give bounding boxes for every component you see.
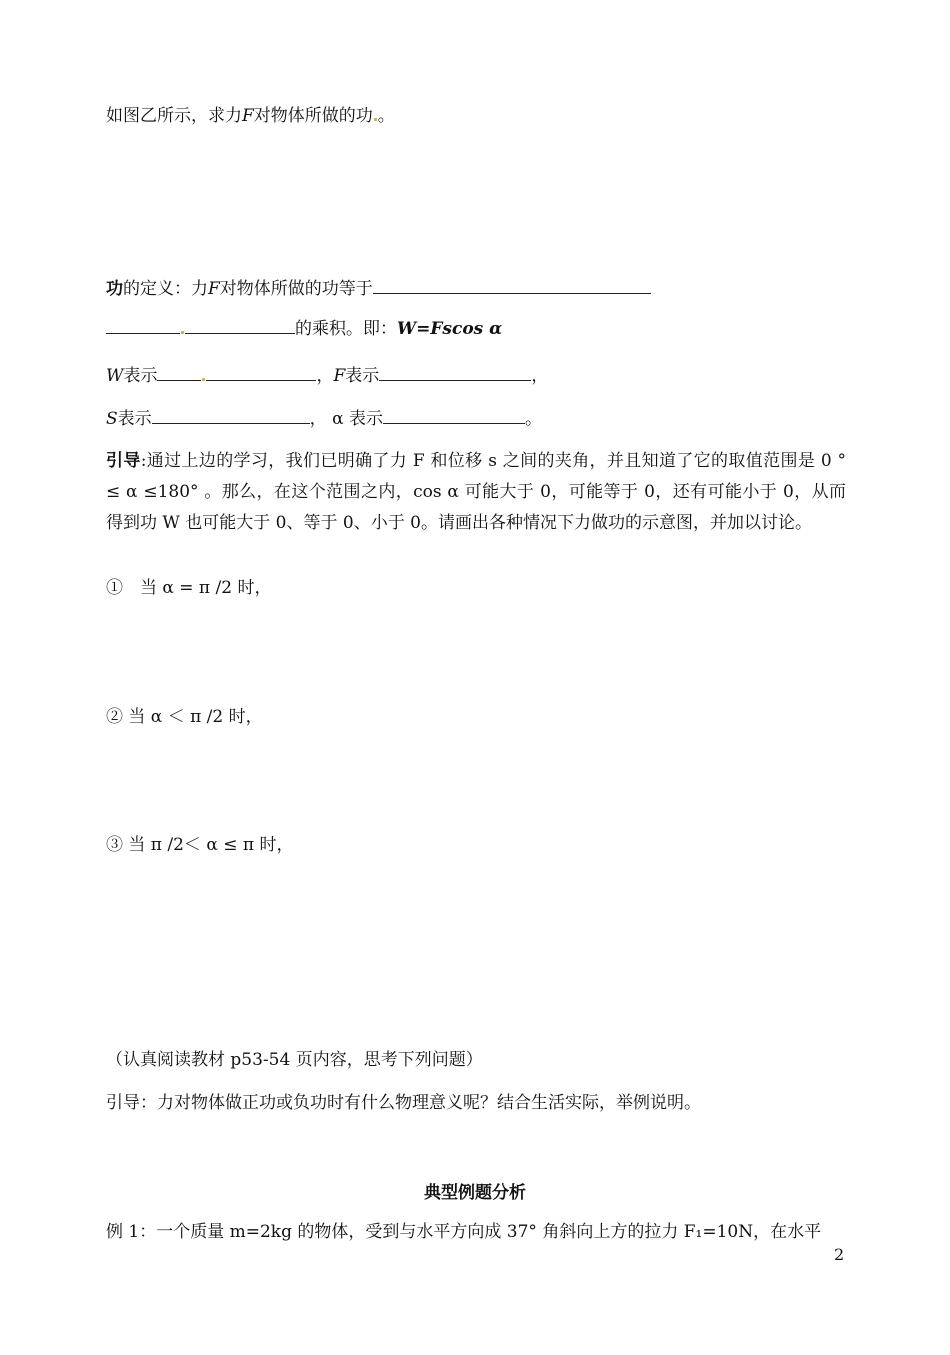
mark-dot bbox=[181, 331, 184, 334]
work-formula: W=Fscos α bbox=[397, 319, 503, 339]
page-number: 2 bbox=[834, 1245, 845, 1264]
guide-paragraph: 引导:通过上边的学习，我们已明确了力 F 和位移 s 之间的夹角，并且知道了它的取值范围是 0 ° ≤ α ≤180° 。那么，在这个范围之内，cos α 可能大于 0，可能等于 0，还有可能小于 0，从而得到功 W 也可能大于 0、等于 0、小于 0。请画出各种情况下力做功的示意图，并加以讨论。 bbox=[106, 451, 847, 533]
intro-question: 如图乙所示，求力F对物体所做的功 。 bbox=[106, 106, 395, 126]
fill-blank[interactable] bbox=[185, 317, 295, 334]
fill-blank[interactable] bbox=[379, 364, 531, 381]
case-1: ① 当 α = π /2 时， bbox=[106, 578, 272, 598]
fill-blank[interactable] bbox=[106, 317, 180, 334]
fill-blank[interactable] bbox=[383, 407, 525, 424]
fill-blank[interactable] bbox=[373, 277, 651, 294]
reading-note: （认真阅读教材 p53-54 页内容，思考下列问题） bbox=[106, 1050, 483, 1070]
work-definition-line1: 功的定义：力F对物体所做的功等于 bbox=[106, 277, 651, 300]
fill-blank[interactable] bbox=[152, 407, 310, 424]
case-3: ③ 当 π /2＜ α ≤ π 时， bbox=[106, 835, 294, 855]
example-1: 例 1：一个质量 m=2kg 的物体，受到与水平方向成 37° 角斜向上方的拉力 F₁=10N，在水平 bbox=[106, 1222, 822, 1242]
meaning-line1: W表示 ，F表示 ， bbox=[106, 366, 549, 386]
case-2: ② 当 α ＜ π /2 时， bbox=[106, 707, 263, 727]
work-definition-line2: 的乘积。即：W=Fscos α bbox=[106, 317, 502, 340]
guide-question: 引导：力对物体做正功或负功时有什么物理意义呢？结合生活实际，举例说明。 bbox=[106, 1093, 701, 1113]
mark-dot bbox=[374, 118, 377, 121]
mark-dot bbox=[202, 378, 205, 381]
fill-blank[interactable] bbox=[206, 364, 316, 381]
section-title: 典型例题分析 bbox=[424, 1183, 526, 1203]
fill-blank[interactable] bbox=[157, 364, 201, 381]
meaning-line2: S表示 ， α 表示 。 bbox=[106, 409, 542, 429]
